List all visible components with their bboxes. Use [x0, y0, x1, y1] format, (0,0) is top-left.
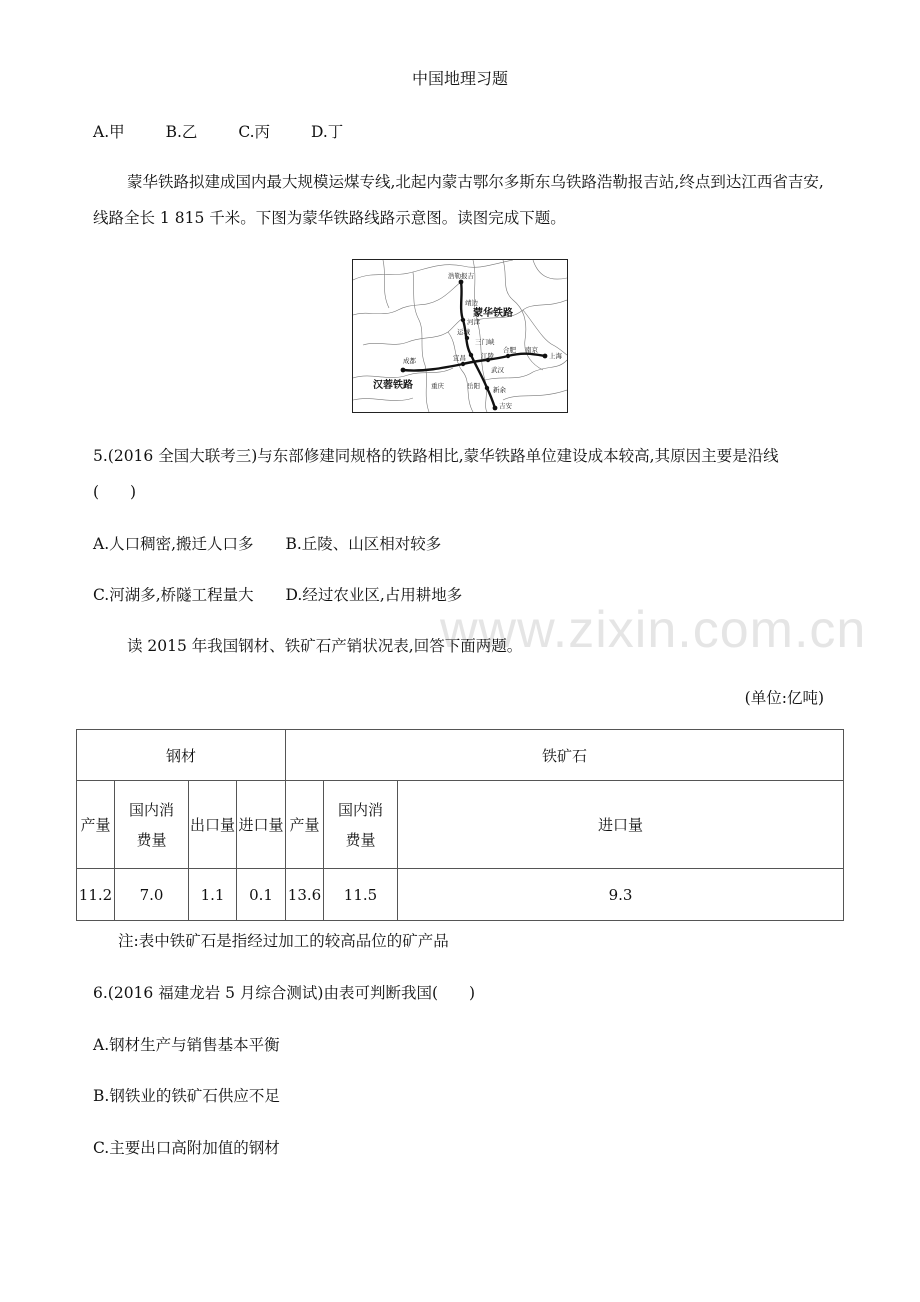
- q5-option-c: C.河湖多,桥隧工程量大: [93, 586, 254, 604]
- map-label-jian: 吉安: [499, 402, 512, 410]
- option-d: D.丁: [311, 123, 344, 141]
- map-label-chongqing: 重庆: [431, 382, 444, 390]
- railway-map: [352, 259, 568, 413]
- table-intro: 读 2015 年我国钢材、铁矿石产销状况表,回答下面两题。: [127, 637, 523, 655]
- option-a: A.甲: [93, 123, 125, 141]
- value-cell: 11.2: [77, 869, 115, 921]
- value-cell: 9.3: [398, 869, 844, 921]
- previous-question-options: [93, 120, 379, 142]
- page-title: 中国地理习题: [411, 69, 508, 88]
- map-label-wuhan: 武汉: [491, 366, 504, 374]
- map-label-shanghai: 上海: [549, 352, 562, 360]
- question-5-stem: 5.(2016 全国大联考三)与东部修建同规格的铁路相比,蒙华铁路单位建设成本较高,其原因主要是沿线: [93, 447, 779, 465]
- header-cell: 进口量: [398, 781, 844, 869]
- value-cell: 11.5: [324, 869, 398, 921]
- watermark: www.zixin.com.cn: [440, 601, 867, 659]
- question-5-paren: ( ): [93, 483, 137, 501]
- header-cell: 国内消费量: [115, 781, 189, 869]
- table-note: 注:表中铁矿石是指经过加工的较高品位的矿产品: [118, 932, 449, 950]
- map-label-yichang: 宜昌: [453, 354, 466, 362]
- map-label-yueyang: 岳阳: [467, 382, 480, 390]
- value-cell: 7.0: [115, 869, 189, 921]
- option-c: C.丙: [238, 123, 271, 141]
- q6-option-c: C.主要出口高附加值的钢材: [93, 1139, 280, 1157]
- value-cell: 1.1: [189, 869, 237, 921]
- header-cell: 产量: [286, 781, 324, 869]
- map-label-jiangling: 江陵: [481, 352, 494, 360]
- q6-option-a: A.钢材生产与销售基本平衡: [93, 1036, 280, 1054]
- question-5-options-row-1: [93, 532, 441, 554]
- map-label-hefei: 合肥: [503, 346, 516, 354]
- value-cell: 0.1: [237, 869, 286, 921]
- group-steel: 钢材: [77, 730, 286, 781]
- q5-option-b: B.丘陵、山区相对较多: [285, 535, 442, 553]
- map-title-hanrong: 汉蓉铁路: [373, 380, 413, 391]
- header-cell: 出口量: [189, 781, 237, 869]
- map-title-menghua: 蒙华铁路: [473, 308, 513, 319]
- option-b: B.乙: [165, 123, 198, 141]
- map-label-haolebaoji: 浩勒报吉: [448, 272, 474, 280]
- q5-option-a: A.人口稠密,搬迁人口多: [93, 535, 254, 553]
- table-group-row: [77, 730, 844, 781]
- question-6-stem: 6.(2016 福建龙岩 5 月综合测试)由表可判断我国( ): [93, 984, 476, 1002]
- map-label-chengdu: 成都: [403, 357, 416, 365]
- header-cell: 进口量: [237, 781, 286, 869]
- q5-option-d: D.经过农业区,占用耕地多: [285, 586, 463, 604]
- header-cell: 产量: [77, 781, 115, 869]
- intro-paragraph: 蒙华铁路拟建成国内最大规模运煤专线,北起内蒙古鄂尔多斯东乌铁路浩勒报吉站,终点到达江西省吉安,线路全长 1 815 千米。下图为蒙华铁路线路示意图。读图完成下题。: [93, 173, 824, 227]
- steel-ore-table: [76, 729, 844, 921]
- map-label-xinyu: 新余: [493, 386, 506, 394]
- question-5-options-row-2: [93, 583, 462, 605]
- value-cell: 13.6: [286, 869, 324, 921]
- unit-label: (单位:亿吨): [744, 689, 824, 707]
- table-header-row: [77, 781, 844, 869]
- map-label-nanjing: 南京: [525, 346, 538, 354]
- map-label-jingbian: 靖边: [465, 299, 478, 307]
- table-row: [77, 869, 844, 921]
- header-cell: 国内消费量: [324, 781, 398, 869]
- map-label-hejin: 河津: [467, 318, 480, 326]
- q6-option-b: B.钢铁业的铁矿石供应不足: [93, 1087, 280, 1105]
- map-label-sanmenxia: 三门峡: [475, 338, 495, 346]
- group-ore: 铁矿石: [286, 730, 844, 781]
- map-label-yuncheng: 运城: [457, 328, 470, 336]
